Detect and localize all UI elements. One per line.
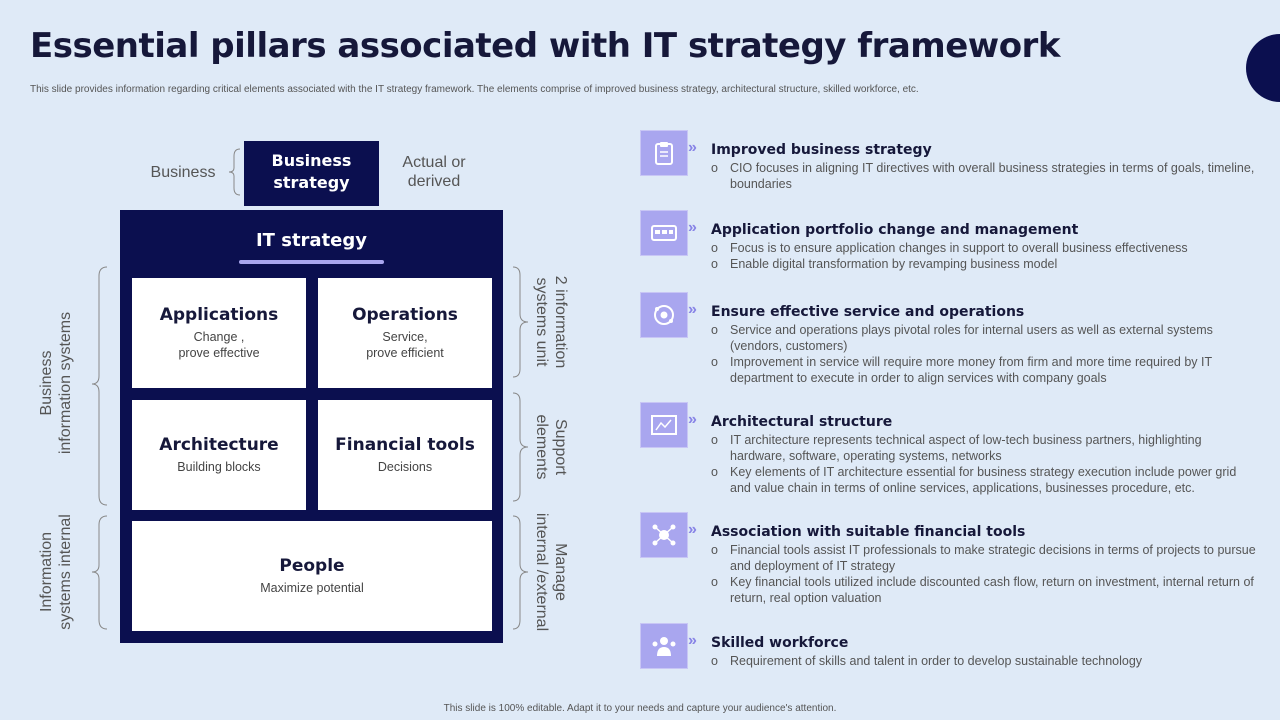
left-label-bottom xyxy=(37,502,77,642)
business-strategy-underline xyxy=(244,203,379,205)
right-3-line1: Manage xyxy=(552,543,569,601)
architecture-icon xyxy=(640,402,688,448)
pillar-bullets xyxy=(711,160,1256,192)
actual-line1: Actual or xyxy=(402,154,466,171)
left-brace-top xyxy=(90,266,110,506)
cell-architecture-desc: Building blocks xyxy=(177,460,261,474)
chevron-right-icon: » xyxy=(688,301,697,318)
cell-applications-desc2: prove effective xyxy=(178,346,260,360)
pillar-bullets xyxy=(711,240,1256,272)
cell-people xyxy=(132,521,492,631)
chevron-right-icon: » xyxy=(688,219,697,236)
service-gear-icon xyxy=(640,292,688,338)
right-brace-1 xyxy=(512,266,530,378)
right-1-line1: 2 information xyxy=(552,275,569,369)
chevron-right-icon: » xyxy=(688,521,697,538)
chevron-right-icon: » xyxy=(688,139,697,156)
actual-derived-label xyxy=(388,153,480,191)
cell-people-desc: Maximize potential xyxy=(260,581,364,595)
pillar-title: Association with suitable financial tools xyxy=(711,524,1026,540)
financial-network-icon xyxy=(640,512,688,558)
cell-architecture xyxy=(132,400,306,510)
left-top-line1: Business xyxy=(38,350,55,416)
bullet-item: o IT architecture represents technical aspect of low-tech business partners, highlighting hardware, software, operating systems, networks xyxy=(711,432,1256,464)
actual-line2: derived xyxy=(407,173,461,190)
right-brace-3 xyxy=(512,515,530,630)
bullet-item: o Requirement of skills and talent in order to develop sustainable technology xyxy=(711,653,1256,669)
it-strategy-underline xyxy=(239,260,384,264)
right-3-line2: internal /external xyxy=(533,512,550,632)
bullet-item: o CIO focuses in aligning IT directives with overall business strategies in terms of goals, timeline, boundaries xyxy=(711,160,1256,192)
bullet-item: o Focus is to ensure application changes in support to overall business effectiveness xyxy=(711,240,1256,256)
chevron-right-icon: » xyxy=(688,411,697,428)
business-strategy-line2: strategy xyxy=(273,173,350,192)
pillar-bullets xyxy=(711,542,1256,606)
workforce-icon xyxy=(640,623,688,669)
business-label: Business xyxy=(150,164,216,181)
cell-financial-tools xyxy=(318,400,492,510)
cell-operations-title: Operations xyxy=(352,305,458,325)
pillar-bullets xyxy=(711,653,1256,669)
left-label-top xyxy=(37,283,77,483)
bullet-item: o Service and operations plays pivotal roles for internal users as well as external systems (vendors, customers) xyxy=(711,322,1256,354)
right-label-3 xyxy=(530,502,570,642)
bullet-item: o Financial tools assist IT professionals to make strategic decisions in terms of projects to pursue and deployment of IT strategy xyxy=(711,542,1256,574)
pillar-bullets xyxy=(711,432,1256,496)
pillar-title: Application portfolio change and management xyxy=(711,222,1079,238)
bullet-item: o Enable digital transformation by revamping business model xyxy=(711,256,1256,272)
pillar-bullets xyxy=(711,322,1256,386)
cell-financial-title: Financial tools xyxy=(335,435,475,455)
right-label-2 xyxy=(530,397,570,497)
pillar-title: Skilled workforce xyxy=(711,635,849,651)
business-strategy-line1: Business xyxy=(271,151,352,170)
right-1-line2: systems unit xyxy=(533,277,550,367)
cell-applications xyxy=(132,278,306,388)
page-title: Essential pillars associated with IT strategy framework xyxy=(30,26,1060,66)
left-top-line2: information systems xyxy=(57,311,74,455)
bullet-item: o Key financial tools utilized include discounted cash flow, return on investment, internal return of return, real option valuation xyxy=(711,574,1256,606)
bullet-item: o Improvement in service will require more money from firm and more time required by IT department to execute in order to align services with company goals xyxy=(711,354,1256,386)
cell-applications-title: Applications xyxy=(159,305,279,325)
bullet-item: o Key elements of IT architecture essential for business strategy execution include power grid and value chain in terms of online services, applications, businesses procedure, etc. xyxy=(711,464,1256,496)
right-2-line2: elements xyxy=(533,414,550,480)
cell-operations xyxy=(318,278,492,388)
left-brace-bottom xyxy=(90,515,110,630)
page-subtitle: This slide provides information regarding critical elements associated with the IT strategy framework. The elements comprise of improved business strategy, architectural structure, skilled workforce, etc. xyxy=(30,84,919,95)
right-brace-2 xyxy=(512,392,530,502)
it-strategy-title: IT strategy xyxy=(255,230,367,251)
cell-architecture-title: Architecture xyxy=(159,435,279,455)
app-portfolio-icon xyxy=(640,210,688,256)
chevron-right-icon: » xyxy=(688,632,697,649)
cell-operations-desc1: Service, xyxy=(382,330,428,344)
business-strategy-box xyxy=(244,141,379,206)
left-bottom-line1: Information xyxy=(38,531,55,613)
left-bottom-line2: systems internal xyxy=(57,514,74,630)
cell-operations-desc2: prove efficient xyxy=(366,346,444,360)
cell-applications-desc1: Change , xyxy=(193,330,245,344)
footer-note: This slide is 100% editable. Adapt it to your needs and capture your audience's attention. xyxy=(443,703,837,714)
right-label-1 xyxy=(530,262,570,382)
right-2-line1: Support xyxy=(552,418,569,476)
clipboard-icon xyxy=(640,130,688,176)
pillar-title: Improved business strategy xyxy=(711,142,932,158)
corner-decoration xyxy=(1246,34,1280,102)
business-brace xyxy=(228,148,242,196)
pillar-title: Ensure effective service and operations xyxy=(711,304,1025,320)
cell-financial-desc: Decisions xyxy=(377,460,433,474)
pillar-title: Architectural structure xyxy=(711,414,893,430)
cell-people-title: People xyxy=(279,556,345,576)
